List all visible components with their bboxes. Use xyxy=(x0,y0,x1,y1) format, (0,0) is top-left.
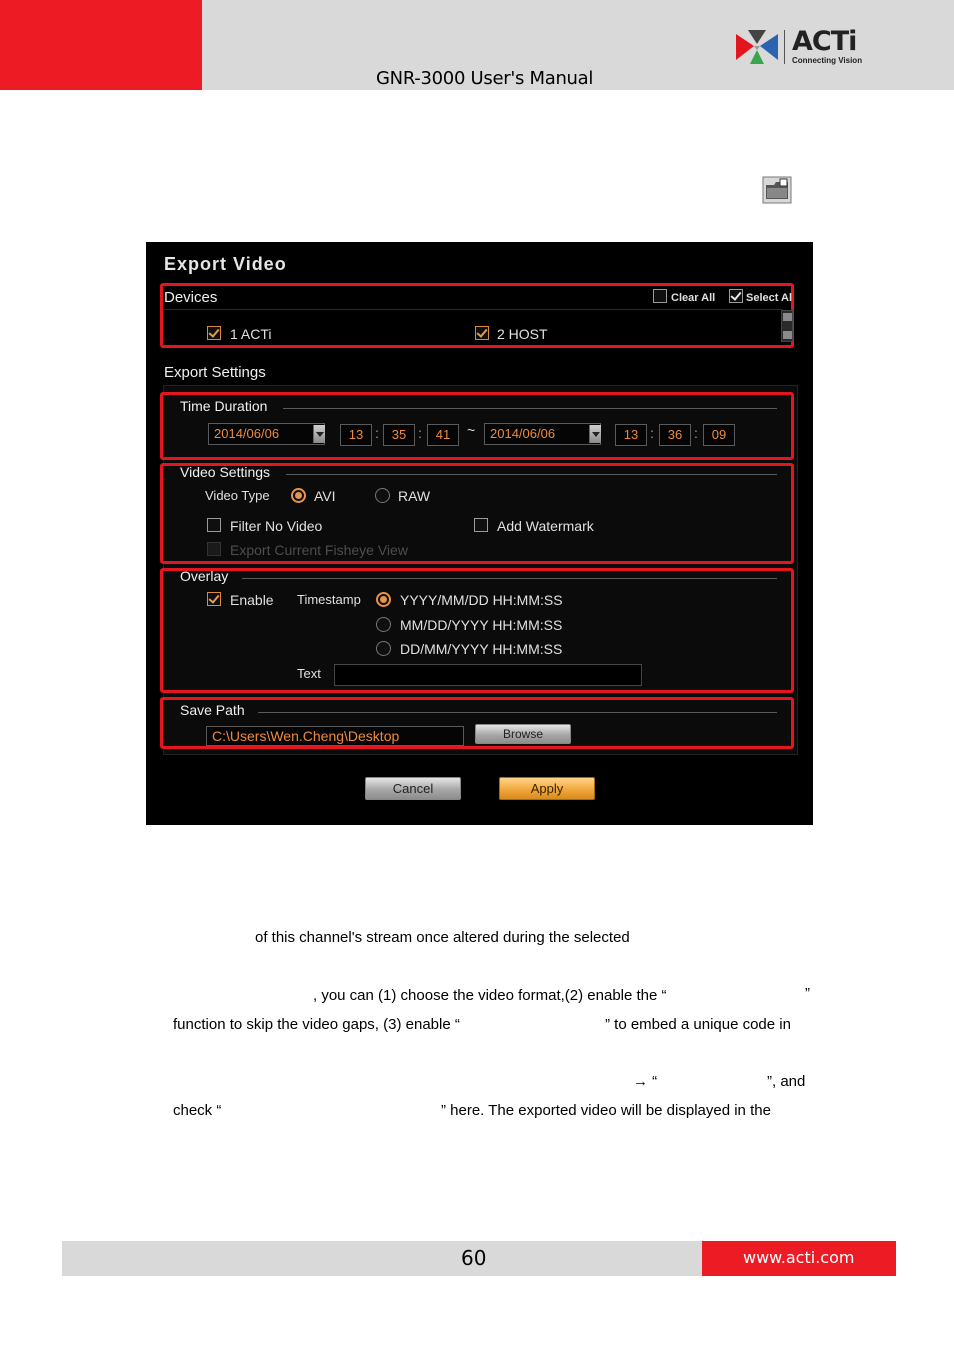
scroll-down-arrow-icon[interactable] xyxy=(783,331,792,339)
end-second-field[interactable]: 09 xyxy=(703,424,735,446)
manual-title: GNR-3000 User's Manual xyxy=(376,68,594,89)
overlay-text-input[interactable] xyxy=(334,664,642,686)
browse-button[interactable]: Browse xyxy=(475,724,571,744)
time-duration-label: Time Duration xyxy=(180,398,268,414)
devices-label: Devices xyxy=(164,289,218,306)
cancel-button[interactable]: Cancel xyxy=(365,777,461,800)
end-date-field[interactable]: 2014/06/06 xyxy=(484,423,601,445)
start-hour-field[interactable]: 13 xyxy=(340,424,372,446)
overlay-enable-label: Enable xyxy=(230,592,274,608)
avi-label: AVI xyxy=(314,488,336,504)
devices-divider xyxy=(163,309,783,310)
video-type-label: Video Type xyxy=(205,488,270,503)
timestamp-format-3-radio[interactable] xyxy=(376,641,391,656)
body-line-2a: , you can (1) choose the video format,(2) enable the “ xyxy=(313,987,667,1004)
timestamp-format-3-label: DD/MM/YYYY HH:MM:SS xyxy=(400,641,563,657)
raw-label: RAW xyxy=(398,488,431,504)
body-line-1: of this channel's stream once altered during the selected xyxy=(255,929,630,946)
footer-url[interactable]: www.acti.com xyxy=(743,1248,855,1267)
overlay-rule xyxy=(242,578,777,579)
save-path-label: Save Path xyxy=(180,702,245,718)
time-colon: : xyxy=(694,425,698,441)
overlay-label: Overlay xyxy=(180,568,229,584)
export-settings-label: Export Settings xyxy=(164,364,266,381)
export-fisheye-checkbox xyxy=(207,542,221,556)
device-1-checkbox[interactable] xyxy=(207,326,221,340)
acti-logo xyxy=(734,28,868,68)
select-all-checkbox[interactable] xyxy=(729,289,743,303)
save-path-rule xyxy=(258,712,777,713)
body-line-2b: ” xyxy=(805,985,810,1002)
range-separator: ~ xyxy=(467,422,476,438)
start-date-dropdown-icon[interactable] xyxy=(313,425,325,443)
device-1-label: 1 ACTi xyxy=(230,326,272,342)
start-minute-field[interactable]: 35 xyxy=(383,424,415,446)
timestamp-format-2-label: MM/DD/YYYY HH:MM:SS xyxy=(400,617,563,633)
end-date-dropdown-icon[interactable] xyxy=(589,425,601,443)
add-watermark-label: Add Watermark xyxy=(497,518,594,534)
page-number: 60 xyxy=(461,1246,487,1270)
devices-scrollbar[interactable] xyxy=(781,310,793,342)
overlay-enable-checkbox[interactable] xyxy=(207,592,221,606)
acti-logo-icon xyxy=(734,30,780,66)
body-line-3a: function to skip the video gaps, (3) enable “ xyxy=(173,1016,460,1033)
dialog-title: Export Video xyxy=(164,254,287,274)
body-line-3b: ” to embed a unique code in xyxy=(605,1016,791,1033)
raw-radio[interactable] xyxy=(375,488,390,503)
timestamp-label: Timestamp xyxy=(297,592,361,607)
start-second-field[interactable]: 41 xyxy=(427,424,459,446)
export-video-dialog xyxy=(146,242,813,825)
apply-button[interactable]: Apply xyxy=(499,777,595,800)
timestamp-format-2-radio[interactable] xyxy=(376,617,391,632)
body-line-5a: check “ xyxy=(173,1102,222,1119)
overlay-text-label: Text xyxy=(297,666,321,681)
header-red-block xyxy=(0,0,202,90)
clear-all-label: Clear All xyxy=(671,292,716,304)
body-line-4b: ”, and xyxy=(767,1073,806,1090)
video-settings-rule xyxy=(286,474,777,475)
select-all-label: Select Al xyxy=(746,292,793,304)
end-minute-field[interactable]: 36 xyxy=(659,424,691,446)
brand-name: ACTi xyxy=(792,26,857,57)
add-watermark-checkbox[interactable] xyxy=(474,518,488,532)
filter-no-video-label: Filter No Video xyxy=(230,518,323,534)
time-colon: : xyxy=(375,425,379,441)
device-2-checkbox[interactable] xyxy=(475,326,489,340)
timestamp-format-1-label: YYYY/MM/DD HH:MM:SS xyxy=(400,592,563,608)
clear-all-checkbox[interactable] xyxy=(653,289,667,303)
end-hour-field[interactable]: 13 xyxy=(615,424,647,446)
time-duration-rule xyxy=(283,408,777,409)
time-colon: : xyxy=(650,425,654,441)
filter-no-video-checkbox[interactable] xyxy=(207,518,221,532)
brand-tagline: Connecting Vision xyxy=(792,56,863,65)
body-line-4a: → “ xyxy=(633,1073,658,1090)
time-colon: : xyxy=(418,425,422,441)
avi-radio[interactable] xyxy=(291,488,306,503)
body-line-5b: ” here. The exported video will be displayed in the xyxy=(441,1102,771,1119)
export-fisheye-label: Export Current Fisheye View xyxy=(230,542,408,558)
scroll-up-arrow-icon[interactable] xyxy=(783,313,792,321)
folder-icon xyxy=(762,176,792,204)
video-settings-label: Video Settings xyxy=(180,464,271,480)
start-date-field[interactable]: 2014/06/06 xyxy=(208,423,325,445)
timestamp-format-1-radio[interactable] xyxy=(376,592,391,607)
device-2-label: 2 HOST xyxy=(497,326,548,342)
save-path-field[interactable]: C:\Users\Wen.Cheng\Desktop xyxy=(206,726,464,746)
